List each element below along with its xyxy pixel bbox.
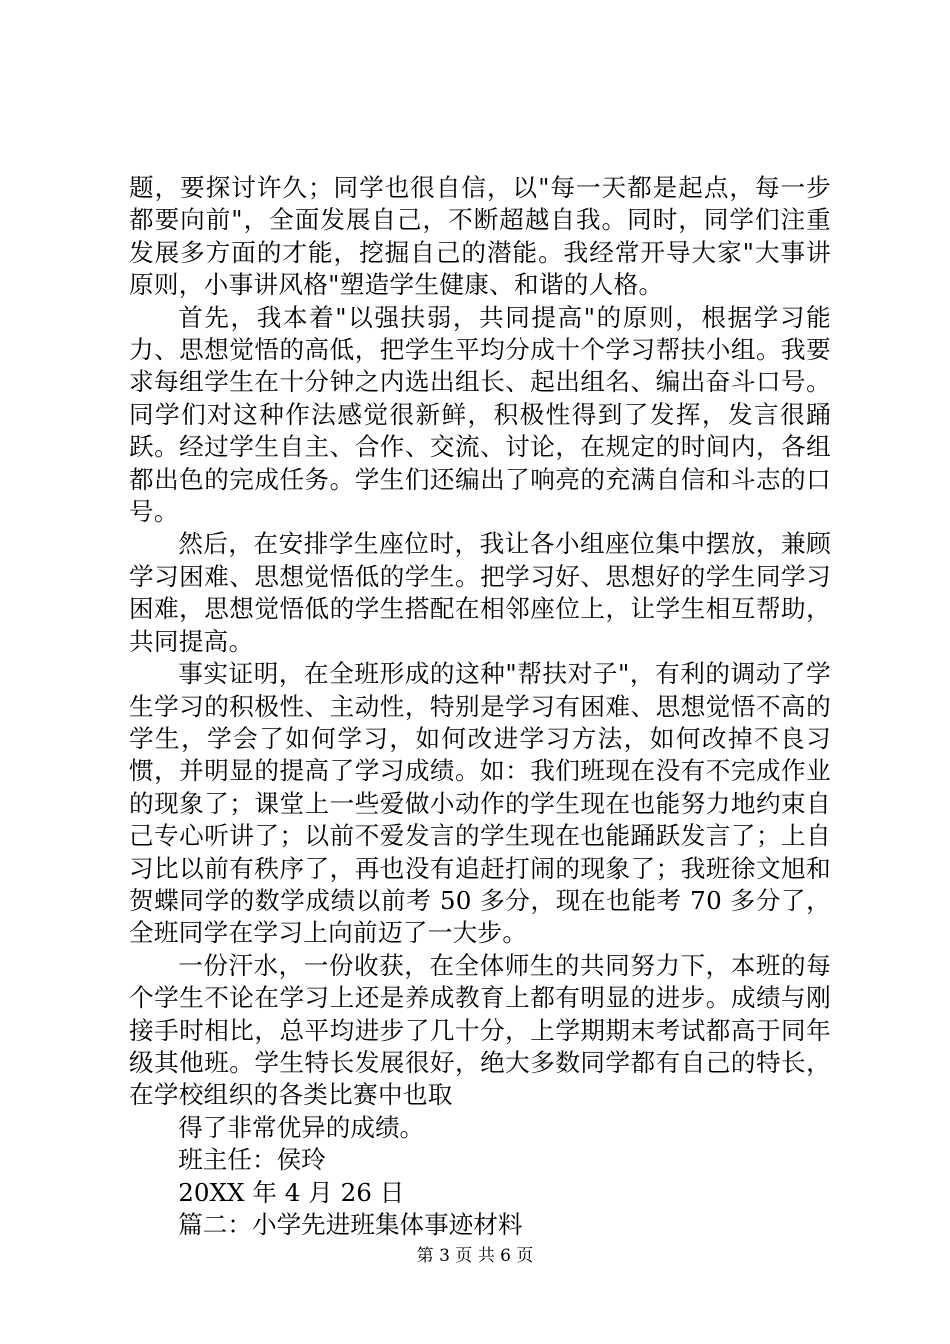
body-text — [129, 172, 831, 1241]
paragraph-2: 首先，我本着"以强扶弱，共同提高"的原则，根据学习能力、思想觉悟的高低，把学生平均分成十个学习帮扶小组。我要求每组学生在十分钟之内选出组长、起出组名、编出奋斗口号。同学们对这种作法感觉很新鲜，积极性得到了发挥，发言很踊跃。经过学生自主、合作、交流、讨论，在规定的时间内，各组都出色的完成任务。学生们还编出了响亮的充满自信和斗志的口号。 — [129, 302, 831, 527]
paragraph-3: 然后，在安排学生座位时，我让各小组座位集中摆放，兼顾学习困难、思想觉悟低的学生。把学习好、思想好的学生同学习困难，思想觉悟低的学生搭配在相邻座位上，让学生相互帮助，共同提高。 — [129, 529, 831, 656]
continuation-line: 得了非常优异的成绩。 — [178, 1112, 425, 1142]
date-line: 20XX 年 4 月 26 日 — [178, 1177, 405, 1207]
signature-line: 班主任：侯玲 — [178, 1145, 326, 1175]
paragraph-4: 事实证明，在全班形成的这种"帮扶对子"，有利的调动了学生学习的积极性、主动性，特别是学习有困难、思想觉悟不高的学生，学会了如何学习，如何改进学习方法，如何改掉不良习惯，并明显的提高了学习成绩。如：我们班现在没有不完成作业的现象了；课堂上一些爱做小动作的学生现在也能努力地约束自己专心听讲了；以前不爱发言的学生现在也能踊跃发言了；上自习比以前有秩序了，再也没有追赶打闹的现象了；我班徐文旭和贺蝶同学的数学成绩以前考 50 多分，现在也能考 70 多分了，全班同学在学习上向前迈了一大步。 — [129, 659, 831, 948]
paragraph-1: 题，要探讨许久；同学也很自信，以"每一天都是起点，每一步都要向前"，全面发展自己，不断超越自我。同时，同学们注重发展多方面的才能，挖掘自己的潜能。我经常开导大家"大事讲原则，小事讲风格"塑造学生健康、和谐的人格。 — [129, 173, 831, 300]
paragraph-5: 一份汗水，一份收获，在全体师生的共同努力下，本班的每个学生不论在学习上还是养成教育上都有明显的进步。成绩与刚接手时相比，总平均进步了几十分，上学期期末考试都高于同年级其他班。学生特长发展很好，绝大多数同学都有自己的特长，在学校组织的各类比赛中也取 — [129, 950, 831, 1110]
section-heading: 篇二：小学先进班集体事迹材料 — [178, 1210, 523, 1239]
page-footer: 第 3 页 共 6 页 — [416, 1246, 534, 1266]
